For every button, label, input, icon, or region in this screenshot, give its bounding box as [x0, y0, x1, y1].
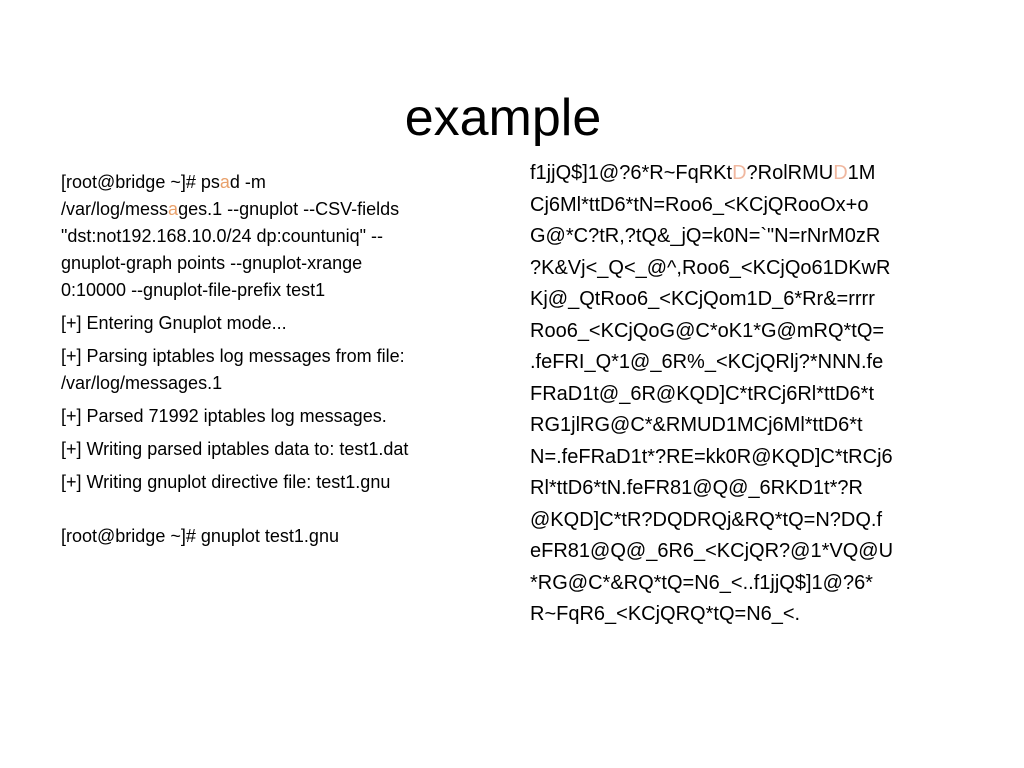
encoded-text: 1M: [847, 162, 876, 184]
encoded-text: f1jjQ$]1@?6*R~FqRKt: [530, 162, 733, 184]
terminal-transcript: [61, 169, 481, 556]
output-line: [+] Writing parsed iptables data to: test1.dat: [61, 439, 409, 459]
command-line-1: [61, 169, 481, 196]
encoded-faint-char: D: [833, 162, 848, 184]
encoded-line: @KQD]C*tR?DQDRQj&RQ*tQ=N?DQ.f: [530, 508, 883, 531]
encoded-line: Roo6_<KCjQoG@C*oK1*G@mRQ*tQ=: [530, 319, 885, 342]
command-faint-char: a: [219, 172, 230, 192]
encoded-line: RG1jlRG@C*&RMUD1MCj6Ml*ttD6*t: [530, 414, 863, 436]
final-command: [root@bridge ~]# gnuplot test1.gnu: [61, 526, 339, 546]
command-line-4: gnuplot-graph points --gnuplot-xrange: [61, 253, 363, 273]
encoded-line: R~FqR6_<KCjQRQ*tQ=N6_<.: [530, 603, 801, 625]
encoded-line: FRaD1t@_6R@KQD]C*tRCj6Rl*ttD6*t: [530, 382, 875, 405]
encoded-line: Kj@_QtRoo6_<KCjQom1D_6*Rr&=rrrr: [530, 288, 875, 310]
command-line-5: 0:10000 --gnuplot-file-prefix test1: [61, 280, 326, 300]
encoded-line: .feFRI_Q*1@_6R%_<KCjQRlj?*NNN.fe: [530, 351, 884, 373]
encoded-line: Rl*ttD6*tN.feFR81@Q@_6RKD1t*?R: [530, 477, 863, 499]
encoded-line: eFR81@Q@_6R6_<KCjQR?@1*VQ@U: [530, 540, 894, 562]
encoded-text-block: [530, 158, 950, 631]
output-line: [+] Parsed 71992 iptables log messages.: [61, 406, 387, 426]
encoded-line: N=.feFRaD1t*?RE=kk0R@KQD]C*tRCj6: [530, 445, 893, 468]
encoded-text: ?RolRMU: [746, 162, 834, 184]
encoded-line: Cj6Ml*ttD6*tN=Roo6_<KCjQRooOx+o: [530, 193, 869, 216]
command-text: d -m: [229, 172, 266, 192]
encoded-line: ?K&Vj<_Q<_@^,Roo6_<KCjQo61DKwR: [530, 256, 891, 279]
command-faint-char: a: [168, 199, 179, 219]
command-text: [root@bridge ~]# ps: [61, 172, 220, 192]
command-text: ges.1 --gnuplot --CSV-fields: [178, 199, 400, 219]
slide-title: example: [404, 89, 602, 147]
output-line: [+] Entering Gnuplot mode...: [61, 313, 287, 333]
command-paragraph: [61, 169, 481, 304]
command-line-3: "dst:not192.168.10.0/24 dp:countuniq" --: [61, 226, 384, 246]
command-line-2: [61, 196, 481, 223]
output-line: [+] Writing gnuplot directive file: test1.gnu: [61, 472, 391, 492]
encoded-faint-char: D: [732, 162, 747, 184]
encoded-line: G@*C?tR,?tQ&_jQ=k0N=`"N=rNrM0zR: [530, 225, 881, 247]
output-line: [+] Parsing iptables log messages from file: /var/log/messages.1: [61, 346, 405, 393]
encoded-line-1: [530, 158, 950, 190]
command-text: /var/log/mess: [61, 199, 169, 219]
encoded-line: *RG@C*&RQ*tQ=N6_<..f1jjQ$]1@?6*: [530, 571, 873, 594]
